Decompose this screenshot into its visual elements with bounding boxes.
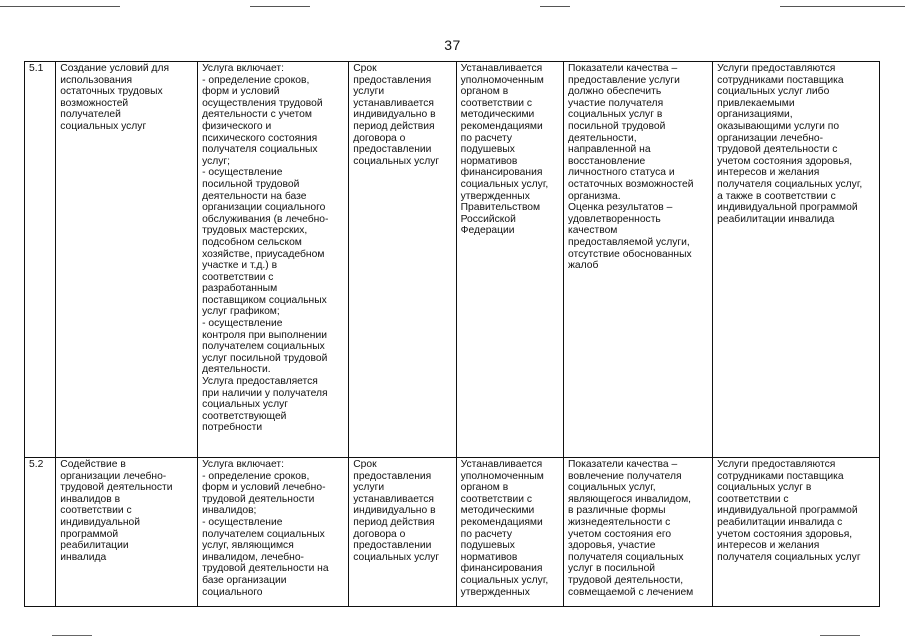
services-table — [24, 61, 880, 607]
service-conditions-cell: Услуги предоставляются сотрудниками поставщика социальных услуг либо привлекаемыми организациями, оказывающими услуги по организации лечебно- трудовой деятельности с учетом состояния здоровья, интересов и желания получателя социальных услуг, а также в соответствии с индивидуальной программой реабилитации инвалида — [713, 62, 880, 458]
service-description-cell: Услуга включает: - определение сроков, форм и условий лечебно- трудовой деятельности инвалидов; - осуществление получателем социальных услуг, являющимся инвалидом, лечебно- трудовой деятельности на базе организации социального — [198, 458, 349, 607]
service-conditions-cell: Услуги предоставляются сотрудниками поставщика социальных услуг в соответствии с индивидуальной программой реабилитации инвалида с учетом состояния здоровья, интересов и желания получателя социальных услуг — [713, 458, 880, 607]
table-row — [25, 458, 880, 607]
service-term-cell: Срок предоставления услуги устанавливается индивидуально в период действия договора о предоставлении социальных услуг — [349, 458, 456, 607]
service-term-cell: Срок предоставления услуги устанавливается индивидуально в период действия договора о предоставлении социальных услуг — [349, 62, 456, 458]
service-number-cell: 5.2 — [25, 458, 56, 607]
service-quality-cell: Показатели качества – предоставление услуги должно обеспечить участие получателя социальных услуг в посильной трудовой деятельности, направленной на восстановление личностного статуса и остаточных возможностей организма. Оценка результатов – удовлетворенность качеством предоставляемой услуги, отсутствие обоснованных жалоб — [564, 62, 713, 458]
scan-edge-line — [0, 6, 120, 7]
scan-edge-line — [52, 635, 92, 636]
service-name-cell: Содействие в организации лечебно- трудовой деятельности инвалидов в соответствии с индивидуальной программой реабилитации инвалида — [56, 458, 198, 607]
table-row — [25, 62, 880, 458]
scan-edge-line — [820, 635, 860, 636]
service-number-cell: 5.1 — [25, 62, 56, 458]
service-name-cell: Создание условий для использования остаточных трудовых возможностей получателей социальных услуг — [56, 62, 198, 458]
scan-edge-line — [250, 6, 310, 7]
service-standards-cell: Устанавливается уполномоченным органом в соответствии с методическими рекомендациями по расчету подушевых нормативов финансирования социальных услуг, утвержденных — [456, 458, 563, 607]
page-number: 37 — [444, 37, 461, 53]
scan-edge-line — [540, 6, 570, 7]
service-description-cell: Услуга включает: - определение сроков, форм и условий осуществления трудовой деятельности с учетом физического и психического состояния получателя социальных услуг; - осуществление посильной трудовой деятельности на базе организации социального обслуживания (в лечебно- трудовых мастерских, подсобном сельском хозяйстве, приусадебном участке и т.д.) в соответствии с разработанным поставщиком социальных услуг графиком; - осуществление контроля при выполнении получателем социальных услуг посильной трудовой деятельности. Услуга предоставляется при наличии у получателя социальных услуг соответствующей потребности — [198, 62, 349, 458]
scan-edge-line — [780, 6, 905, 7]
service-standards-cell: Устанавливается уполномоченным органом в соответствии с методическими рекомендациями по расчету подушевых нормативов финансирования социальных услуг, утвержденных Правительством Российской Федерации — [456, 62, 563, 458]
service-quality-cell: Показатели качества – вовлечение получателя социальных услуг, являющегося инвалидом, в различные формы жизнедеятельности с учетом состояния его здоровья, участие получателя социальных услуг в посильной трудовой деятельности, совмещаемой с лечением — [564, 458, 713, 607]
